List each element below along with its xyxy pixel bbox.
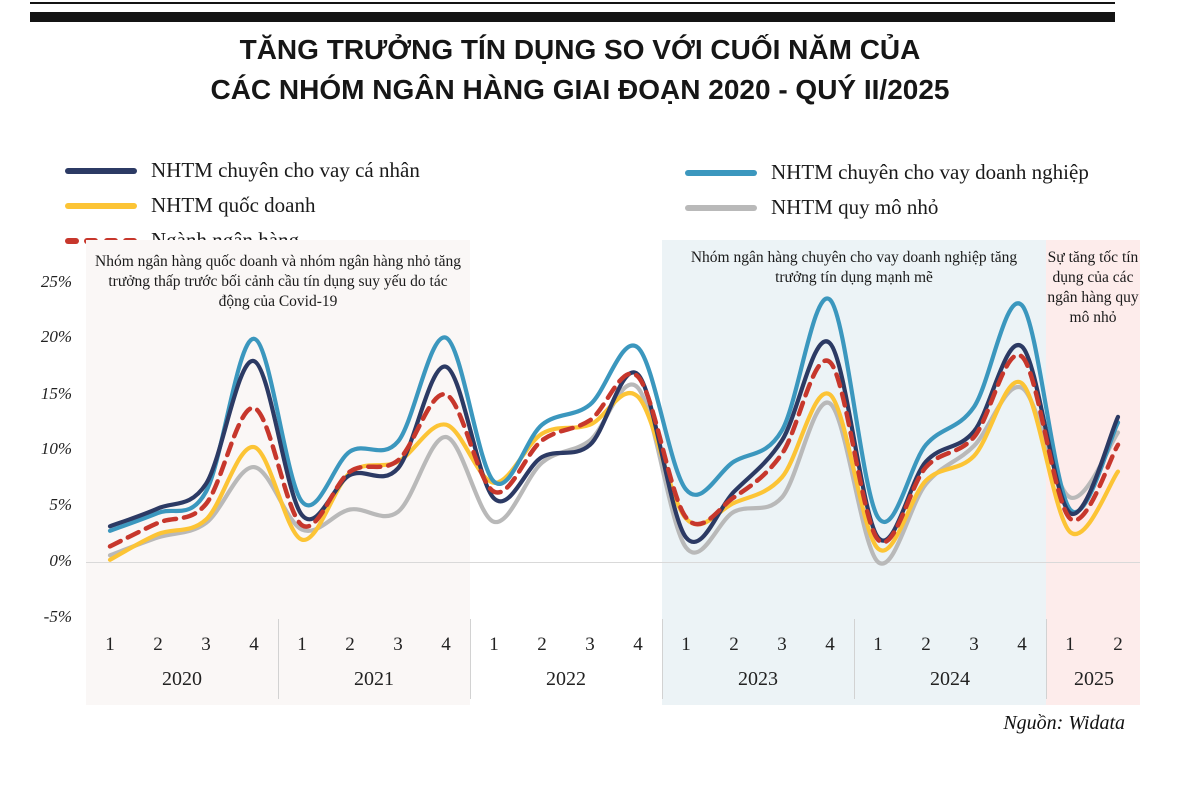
y-axis-tick-label: 25% xyxy=(40,272,72,291)
y-axis-tick-label: 5% xyxy=(49,495,72,514)
x-year-label: 2025 xyxy=(1074,668,1114,690)
x-quarter-label: 2 xyxy=(921,634,931,655)
legend-item-label: NHTM chuyên cho vay cá nhân xyxy=(151,158,420,182)
x-quarter-label: 3 xyxy=(393,634,403,655)
x-quarter-label: 1 xyxy=(1065,634,1075,655)
x-quarter-label: 1 xyxy=(681,634,691,655)
x-year-label: 2020 xyxy=(162,668,202,690)
y-axis-tick-label: -5% xyxy=(43,607,72,626)
legend-item-label: NHTM quy mô nhỏ xyxy=(771,195,939,219)
source-note: Nguồn: Widata xyxy=(1003,712,1125,734)
x-year-label: 2022 xyxy=(546,668,586,690)
legend-item-label: NHTM quốc doanh xyxy=(151,193,316,217)
x-quarter-label: 1 xyxy=(297,634,307,655)
x-quarter-label: 2 xyxy=(153,634,163,655)
legend-item-label: NHTM chuyên cho vay doanh nghiệp xyxy=(771,160,1089,184)
x-quarter-label: 4 xyxy=(1017,634,1027,655)
annotation-text: Sự tăng tốc tín dụng của các ngân hàng quy mô nhỏ xyxy=(1047,249,1139,326)
y-axis-tick-label: 0% xyxy=(49,551,72,570)
x-quarter-label: 4 xyxy=(633,634,643,655)
x-quarter-label: 1 xyxy=(873,634,883,655)
annotation-text: Nhóm ngân hàng quốc doanh và nhóm ngân hàng nhỏ tăng trưởng thấp trước bối cảnh cầu tín dụng suy yếu do tác động của Covid-19 xyxy=(95,253,461,310)
x-quarter-label: 1 xyxy=(489,634,499,655)
x-quarter-label: 3 xyxy=(201,634,211,655)
x-quarter-label: 4 xyxy=(441,634,451,655)
y-axis-tick-label: 20% xyxy=(40,327,72,346)
annotation-text: Nhóm ngân hàng chuyên cho vay doanh nghiệp tăng trưởng tín dụng mạnh mẽ xyxy=(690,249,1018,286)
x-quarter-label: 4 xyxy=(249,634,259,655)
x-quarter-label: 3 xyxy=(585,634,595,655)
x-quarter-label: 3 xyxy=(969,634,979,655)
x-quarter-label: 1 xyxy=(105,634,115,655)
x-quarter-label: 2 xyxy=(345,634,355,655)
x-year-label: 2024 xyxy=(930,668,970,690)
x-year-label: 2023 xyxy=(738,668,778,690)
y-axis-tick-label: 10% xyxy=(40,439,72,458)
x-quarter-label: 2 xyxy=(729,634,739,655)
x-quarter-label: 4 xyxy=(825,634,835,655)
x-quarter-label: 3 xyxy=(777,634,787,655)
page-title-line2: CÁC NHÓM NGÂN HÀNG GIAI ĐOẠN 2020 - QUÝ II/2025 xyxy=(210,74,950,105)
x-quarter-label: 2 xyxy=(537,634,547,655)
y-axis-tick-label: 15% xyxy=(40,384,72,403)
page-title-line1: TĂNG TRƯỞNG TÍN DỤNG SO VỚI CUỐI NĂM CỦA xyxy=(239,34,921,65)
x-year-label: 2021 xyxy=(354,668,394,690)
x-quarter-label: 2 xyxy=(1113,634,1123,655)
